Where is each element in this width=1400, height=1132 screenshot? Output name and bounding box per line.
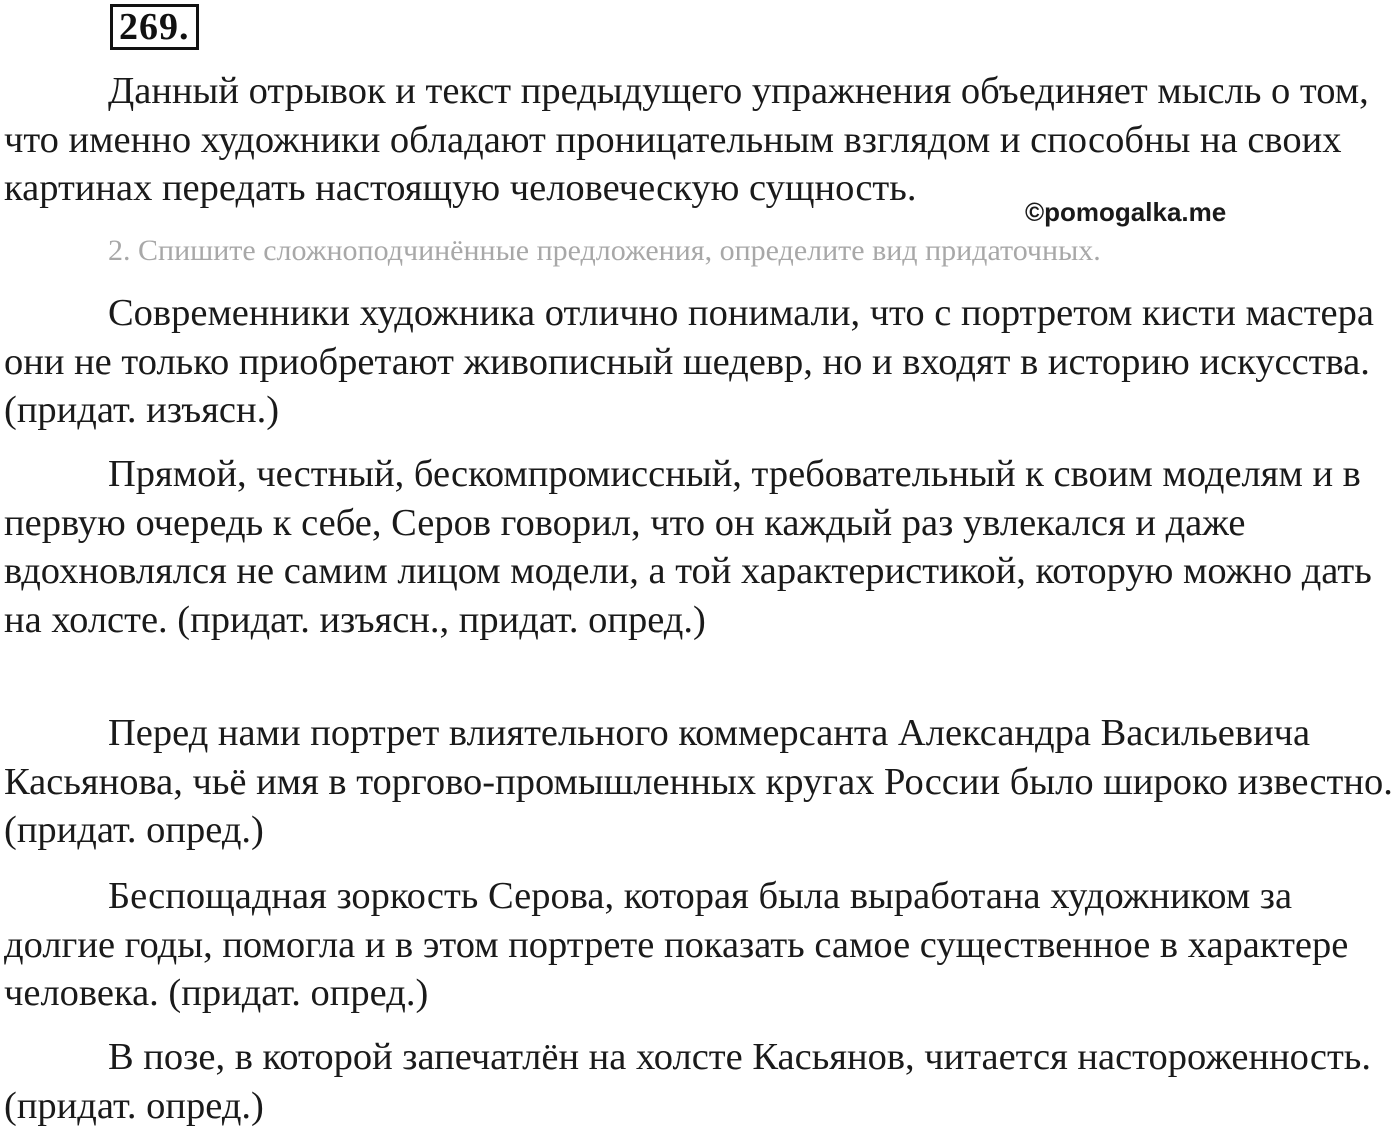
answer-paragraph: Прямой, честный, бескомпромиссный, требовательный к своим моделям и в первую очередь к себе, Серов говорил, что он каждый раз увлекался и даже вдохновлялся не самим лицом модели, а той характеристикой, которую можно дать на холсте. (придат. изъясн., придат. опред.): [4, 453, 1372, 641]
answer-paragraph: Перед нами портрет влиятельного коммерсанта Александра Васильевича Касьянова, чьё имя в торгово-промышленных кругах России было широко известно. (придат. опред.): [4, 712, 1393, 851]
watermark: ©pomogalka.me: [1025, 197, 1227, 227]
intro-paragraph: Данный отрывок и текст предыдущего упражнения объединяет мысль о том, что именно художники обладают проницательным взглядом и способны на своих картинах передать настоящую человеческую сущность.: [4, 70, 1369, 209]
exercise-number: 269.: [110, 4, 199, 50]
answer-paragraph: Современники художника отлично понимали, что с портретом кисти мастера они не только приобретают живописный шедевр, но и входят в историю искусства. (придат. изъясн.): [4, 292, 1374, 431]
answer-paragraph: В позе, в которой запечатлён на холсте Касьянов, читается настороженность. (придат. опред.): [4, 1036, 1371, 1127]
task-instruction: 2. Спишите сложноподчинённые предложения, определите вид придаточных.: [108, 234, 1101, 267]
answer-paragraph: Беспощадная зоркость Серова, которая была выработана художником за долгие годы, помогла и в этом портрете показать самое существенное в характере человека. (придат. опред.): [4, 875, 1349, 1014]
